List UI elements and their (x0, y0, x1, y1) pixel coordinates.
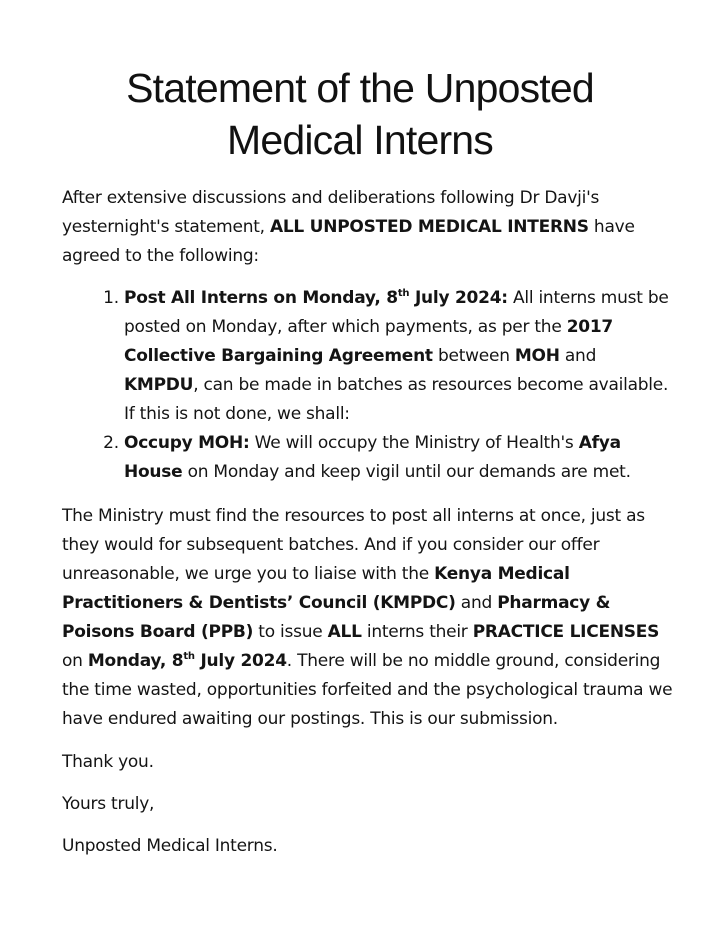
demand-2-heading: Occupy MOH: (124, 433, 250, 453)
document-body (62, 184, 674, 861)
demand-2-text-1: We will occupy the Ministry of Health's (249, 433, 579, 453)
demands-list (62, 284, 674, 487)
document-title (40, 62, 680, 166)
main-date-tail: July 2024 (194, 651, 287, 671)
demand-2-afya-house: Afya House (124, 433, 621, 482)
main-bold-practice-licenses: PRACTICE LICENSES (472, 622, 660, 642)
demand-1-ordinal-suffix: th (397, 288, 410, 299)
demand-1-text-3: and (559, 346, 597, 366)
main-text-2: and (455, 593, 498, 613)
intro-bold-all-unposted: ALL UNPOSTED MEDICAL INTERNS (269, 217, 589, 237)
main-paragraph (62, 502, 674, 734)
title-line-1: Statement of the Unposted (126, 65, 594, 111)
main-text-3: to issue (253, 622, 328, 642)
main-text-1: The Ministry must find the resources to post all interns at once, just as they would for subsequent batches. And if you consider our offer unreasonable, we urge you to liaise with the (62, 506, 645, 584)
demand-1-heading (124, 288, 508, 308)
intro-text-2: have agreed to the following: (62, 217, 635, 266)
demand-item-post-interns (124, 284, 674, 429)
main-text-5: on (62, 651, 88, 671)
demand-1-heading-tail: July 2024: (409, 288, 508, 308)
demand-1-cba: 2017 Collective Bargaining Agreement (124, 317, 614, 366)
demand-1-heading-lead: Post All Interns on Monday, 8 (124, 288, 398, 308)
demand-1-kmpdu: KMPDU (124, 375, 194, 395)
main-text-4: interns their (361, 622, 473, 642)
demand-2-text-2: on Monday and keep vigil until our demands are met. (182, 462, 631, 482)
intro-paragraph (62, 184, 674, 271)
main-bold-date (88, 651, 287, 671)
main-date-lead: Monday, 8 (87, 651, 184, 671)
title-line-2: Medical Interns (226, 117, 493, 163)
signature-line: Unposted Medical Interns. (62, 836, 278, 856)
yours-truly-line: Yours truly, (62, 794, 155, 814)
demand-1-text-1: All interns must be posted on Monday, after which payments, as per the (124, 288, 669, 337)
thank-you-line: Thank you. (62, 752, 154, 772)
main-bold-kmpdc: Kenya Medical Practitioners & Dentists’ Council (KMPDC) (62, 564, 570, 613)
main-date-ordinal-suffix: th (183, 651, 195, 662)
demand-1-text-4: , can be made in batches as resources become available. If this is not done, we shall: (124, 375, 669, 424)
main-bold-ppb: Pharmacy & Poisons Board (PPB) (62, 593, 611, 642)
intro-text-1: After extensive discussions and deliberations following Dr Davji's yesternight's statement, (62, 188, 600, 237)
demand-1-text-2: between (432, 346, 515, 366)
demand-1-moh: MOH (514, 346, 560, 366)
main-bold-all: ALL (327, 622, 362, 642)
main-text-6: . There will be no middle ground, considering the time wasted, opportunities forfeited and the psychological trauma we have endured awaiting our postings. This is our submission. (62, 651, 673, 729)
demand-item-occupy-moh (124, 429, 674, 487)
